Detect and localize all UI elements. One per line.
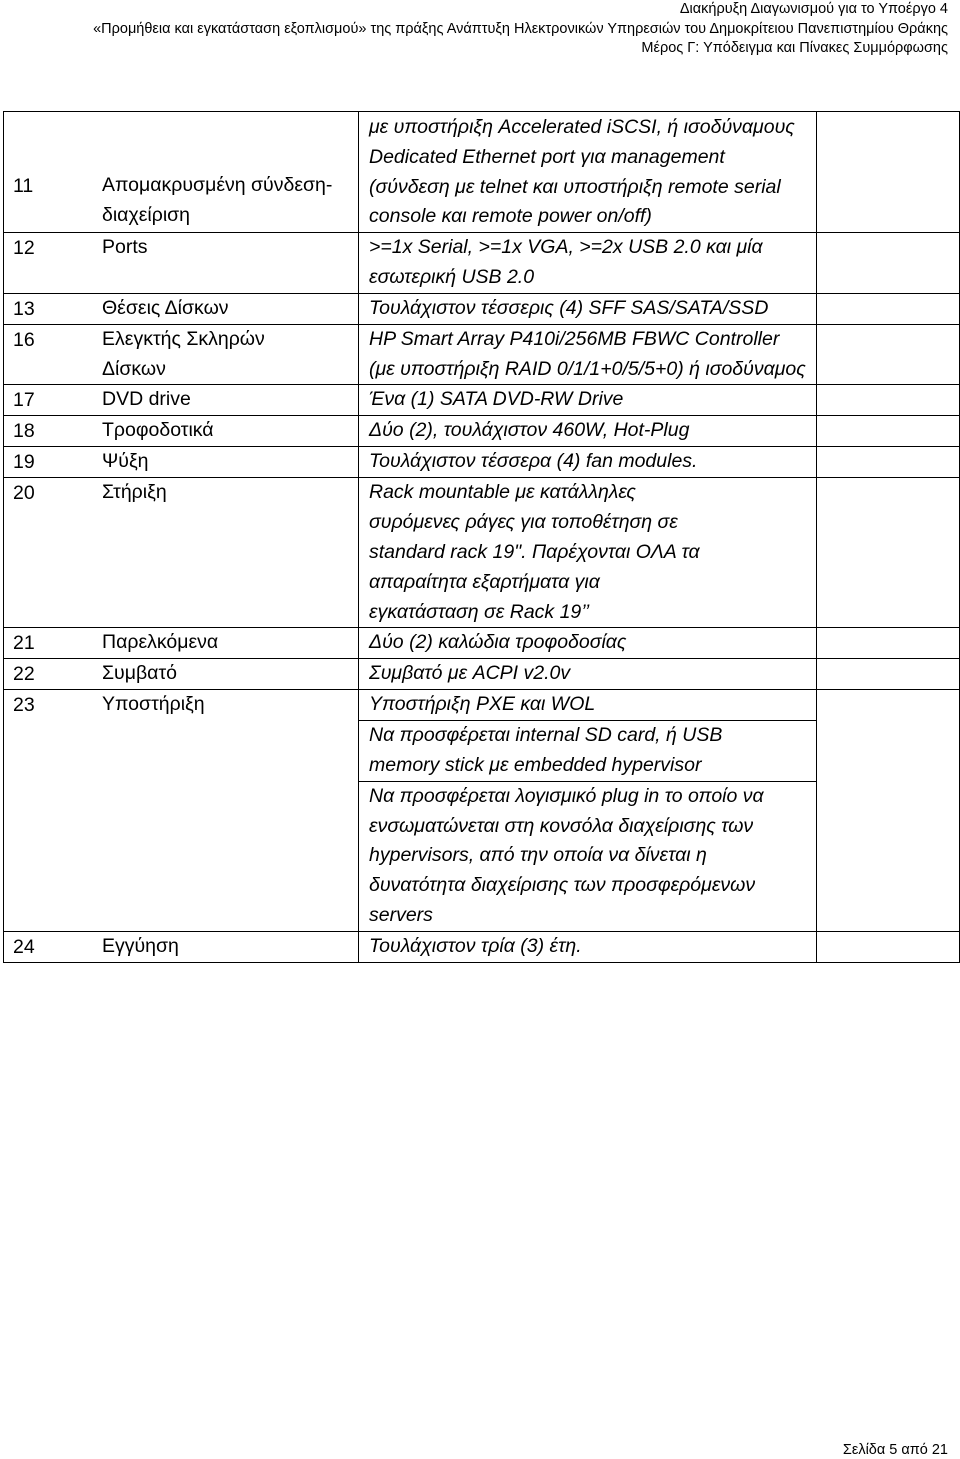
- compliance-table: [3, 111, 960, 963]
- header-title: Διακήρυξη Διαγωνισμού για το Υποέργο 4: [679, 1, 948, 17]
- page-header: [8, 0, 948, 59]
- row-value-cell: [359, 628, 817, 659]
- row-value: Δύο (2) καλώδια τροφοδοσίας: [369, 631, 627, 654]
- row-label-cell: [4, 324, 359, 385]
- row-value: Dedicated Ethernet port για management (σύνδεση με telnet και υποστήριξη remote serial console και remote power on/off): [369, 145, 781, 228]
- row-value: Τουλάχιστον τρία (3) έτη.: [369, 934, 582, 957]
- row-value-cell: [359, 690, 817, 931]
- row-label-cell: [4, 447, 359, 478]
- row-value: Τουλάχιστον τέσσερις (4) SFF SAS/SATA/SSD: [369, 296, 769, 319]
- row-value: Τουλάχιστον τέσσερα (4) fan modules.: [369, 450, 698, 473]
- row-number: 18: [13, 420, 35, 443]
- row-label: DVD drive: [102, 388, 191, 411]
- row-value: με υποστήριξη Accelerated iSCSI, ή ισοδύναμους: [369, 116, 795, 138]
- row-label: Απομακρυσμένη σύνδεση-διαχείριση: [102, 174, 333, 226]
- row-label: Εγγύηση: [102, 934, 179, 957]
- row-number: 23: [13, 694, 35, 717]
- row-label-cell: [4, 112, 359, 233]
- row-value: >=1x Serial, >=1x VGA, >=2x USB 2.0 και μία εσωτερική USB 2.0: [369, 236, 763, 288]
- row-label-cell: [4, 628, 359, 659]
- row-value-cell: [359, 416, 817, 447]
- row-label: Τροφοδοτικά: [102, 419, 214, 442]
- table-row: [4, 324, 960, 385]
- row-label: Ελεγκτής Σκληρών Δίσκων: [102, 327, 265, 380]
- row-label-cell: [4, 233, 359, 294]
- row-value-cell: [359, 293, 817, 324]
- row-extra-cell: [817, 478, 960, 628]
- row-value-cell: [359, 112, 817, 233]
- row-extra-cell: [817, 324, 960, 385]
- row-extra-cell: [817, 233, 960, 294]
- table-row: [4, 659, 960, 690]
- row-extra-cell: [817, 447, 960, 478]
- row-value: HP Smart Array P410i/256MB FBWC Controller (με υποστήριξη RAID 0/1/1+0/5/5+0) ή ισοδύναμος: [369, 327, 806, 380]
- row-extra-cell: [817, 628, 960, 659]
- row-label: Ψύξη: [102, 450, 149, 473]
- row-label-cell: [4, 931, 359, 962]
- table-row: [4, 112, 960, 233]
- row-extra-cell: [817, 112, 960, 233]
- row-value-cell: [359, 931, 817, 962]
- row-value-cell: [359, 385, 817, 416]
- table-row: [4, 478, 960, 628]
- table-row: [4, 293, 960, 324]
- row-value-cell: [359, 233, 817, 294]
- row-value-cell: [359, 478, 817, 628]
- row-number: 16: [13, 328, 35, 351]
- row-extra-cell: [817, 385, 960, 416]
- row-value-cell: [359, 659, 817, 690]
- row-label-cell: [4, 385, 359, 416]
- row-label: Συμβατό: [102, 662, 177, 685]
- row-number: 24: [13, 935, 35, 958]
- row-number: 11: [13, 175, 34, 197]
- row-value: Να προσφέρεται λογισμικό plug in το οποίο να ενσωματώνεται στη κονσόλα διαχείρισης των hypervisors, από την οποία να δίνεται η δυνατότητα διαχείρισης των προσφερόμενων servers: [369, 784, 764, 926]
- row-extra-cell: [817, 293, 960, 324]
- header-project: «Προμήθεια και εγκατάσταση εξοπλισμού» της πράξης Ανάπτυξη Ηλεκτρονικών Υπηρεσιών του Δημοκρίτειου Πανεπιστημίου Θράκης: [93, 20, 948, 37]
- table-row: [4, 233, 960, 294]
- table-row: [4, 447, 960, 478]
- row-extra-cell: [817, 659, 960, 690]
- row-value: Συμβατό με ACPI v2.0v: [369, 662, 571, 685]
- row-extra-cell: [817, 416, 960, 447]
- row-extra-cell: [817, 931, 960, 962]
- row-extra-cell: [817, 690, 960, 931]
- row-number: 19: [13, 451, 35, 474]
- row-label-cell: [4, 659, 359, 690]
- row-label: Υποστήριξη: [102, 693, 205, 716]
- row-label: Θέσεις Δίσκων: [102, 296, 229, 319]
- row-value-cell: [359, 324, 817, 385]
- row-value: Ένα (1) SATA DVD-RW Drive: [369, 388, 624, 411]
- row-number: 21: [13, 632, 35, 655]
- row-value: Να προσφέρεται internal SD card, ή USB memory stick με embedded hypervisor: [369, 724, 723, 776]
- row-number: 13: [13, 297, 35, 320]
- row-label-cell: [4, 690, 359, 931]
- row-label: Παρελκόμενα: [102, 631, 219, 654]
- row-label-cell: [4, 478, 359, 628]
- row-value: Υποστήριξη PXE και WOL: [369, 693, 596, 716]
- row-number: 22: [13, 663, 35, 686]
- table-row: [4, 690, 960, 931]
- row-value: Rack mountable με κατάλληλες συρόμενες ράγες για τοποθέτηση σε standard rack 19". Παρέχονται ΟΛΑ τα απαραίτητα εξαρτήματα για εγκατάσταση σε Rack 19’’: [369, 481, 700, 623]
- row-number: 20: [13, 482, 35, 505]
- row-label-cell: [4, 293, 359, 324]
- row-number: 17: [13, 389, 35, 412]
- row-number: 12: [13, 237, 35, 260]
- table-row: [4, 385, 960, 416]
- row-value: Δύο (2), τουλάχιστον 460W, Hot-Plug: [369, 419, 690, 442]
- table-row: [4, 931, 960, 962]
- row-value-cell: [359, 447, 817, 478]
- page-number: Σελίδα 5 από 21: [842, 1442, 948, 1458]
- header-section: Μέρος Γ: Υπόδειγμα και Πίνακες Συμμόρφωσης: [641, 40, 948, 56]
- row-label: Στήριξη: [102, 481, 167, 504]
- table-row: [4, 416, 960, 447]
- row-label: Ports: [102, 236, 148, 259]
- table-row: [4, 628, 960, 659]
- row-label-cell: [4, 416, 359, 447]
